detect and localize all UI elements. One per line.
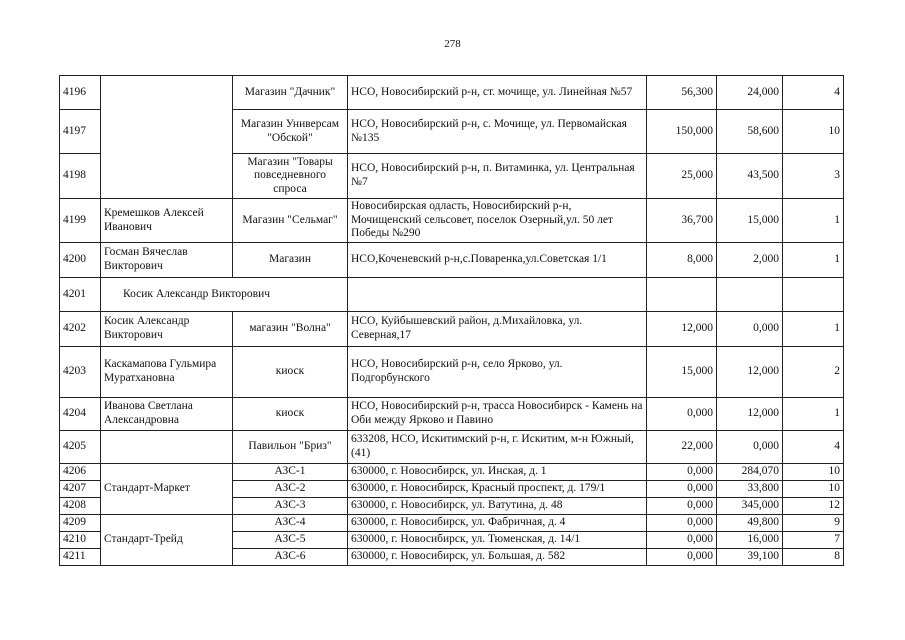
table-row <box>60 76 844 110</box>
object-name: АЗС-5 <box>233 532 348 549</box>
row-number: 4211 <box>60 549 101 566</box>
row-number: 4210 <box>60 532 101 549</box>
value-3: 1 <box>783 398 844 431</box>
value-2: 12,000 <box>717 347 783 398</box>
value-1: 0,000 <box>647 532 717 549</box>
organization-cell: Косик Александр Викторович <box>101 278 348 312</box>
object-name: АЗС-6 <box>233 549 348 566</box>
row-number: 4205 <box>60 431 101 464</box>
address: НСО, Куйбышевский район, д.Михайловка, ул. Северная,17 <box>348 312 647 347</box>
value-1: 0,000 <box>647 498 717 515</box>
value-1: 0,000 <box>647 464 717 481</box>
value-1: 150,000 <box>647 110 717 154</box>
value-3: 8 <box>783 549 844 566</box>
address: НСО, Новосибирский р-н, п. Витаминка, ул. Центральная №7 <box>348 154 647 199</box>
value-2: 15,000 <box>717 199 783 243</box>
value-2: 33,800 <box>717 481 783 498</box>
row-number: 4206 <box>60 464 101 481</box>
value-2: 2,000 <box>717 243 783 278</box>
object-name: АЗС-4 <box>233 515 348 532</box>
address: НСО, Новосибирский р-н, село Ярково, ул. Подгорбунского <box>348 347 647 398</box>
table-row <box>60 431 844 464</box>
row-number: 4196 <box>60 76 101 110</box>
value-2: 24,000 <box>717 76 783 110</box>
object-name: АЗС-1 <box>233 464 348 481</box>
row-number: 4207 <box>60 481 101 498</box>
object-name: магазин "Волна" <box>233 312 348 347</box>
value-1: 12,000 <box>647 312 717 347</box>
row-number: 4197 <box>60 110 101 154</box>
value-2: 39,100 <box>717 549 783 566</box>
address: 630000, г. Новосибирск, ул. Большая, д. 582 <box>348 549 647 566</box>
value-1: 0,000 <box>647 398 717 431</box>
value-3: 7 <box>783 532 844 549</box>
table-row <box>60 464 844 481</box>
value-1 <box>647 278 717 312</box>
object-name: Павильон "Бриз" <box>233 431 348 464</box>
value-2: 0,000 <box>717 431 783 464</box>
value-1: 0,000 <box>647 549 717 566</box>
value-2: 49,800 <box>717 515 783 532</box>
value-1: 36,700 <box>647 199 717 243</box>
value-3: 4 <box>783 76 844 110</box>
object-name: АЗС-2 <box>233 481 348 498</box>
object-name: Магазин "Дачник" <box>233 76 348 110</box>
address: 630000, г. Новосибирск, ул. Тюменская, д. 14/1 <box>348 532 647 549</box>
value-1: 22,000 <box>647 431 717 464</box>
row-number: 4202 <box>60 312 101 347</box>
row-number: 4208 <box>60 498 101 515</box>
address: НСО, Новосибирский р-н, с. Мочище, ул. Первомайская №135 <box>348 110 647 154</box>
value-3: 3 <box>783 154 844 199</box>
row-number: 4198 <box>60 154 101 199</box>
value-1: 56,300 <box>647 76 717 110</box>
object-name: киоск <box>233 347 348 398</box>
value-2: 16,000 <box>717 532 783 549</box>
value-3: 12 <box>783 498 844 515</box>
row-number: 4209 <box>60 515 101 532</box>
organization-cell <box>101 431 233 464</box>
value-1: 0,000 <box>647 481 717 498</box>
organization-cell: Иванова Светлана Александровна <box>101 398 233 431</box>
organization-cell: Госман Вячеслав Викторович <box>101 243 233 278</box>
value-3: 10 <box>783 110 844 154</box>
object-name: Магазин "Товары повседневного спроса <box>233 154 348 199</box>
table-row <box>60 312 844 347</box>
organization-cell: Косик Александр Викторович <box>101 312 233 347</box>
table-row <box>60 347 844 398</box>
value-2: 345,000 <box>717 498 783 515</box>
table-row <box>60 278 844 312</box>
registry-table <box>59 75 844 566</box>
object-name: Магазин <box>233 243 348 278</box>
value-1: 25,000 <box>647 154 717 199</box>
address: 630000, г. Новосибирск, Красный проспект, д. 179/1 <box>348 481 647 498</box>
organization-cell: Стандарт-Маркет <box>101 464 233 515</box>
address: 633208, НСО, Искитимский р-н, г. Искитим, м-н Южный, (41) <box>348 431 647 464</box>
value-2: 284,070 <box>717 464 783 481</box>
address: 630000, г. Новосибирск, ул. Фабричная, д. 4 <box>348 515 647 532</box>
value-3: 2 <box>783 347 844 398</box>
row-number: 4199 <box>60 199 101 243</box>
address <box>348 278 647 312</box>
value-3: 1 <box>783 199 844 243</box>
object-name: АЗС-3 <box>233 498 348 515</box>
value-3: 1 <box>783 312 844 347</box>
row-number: 4203 <box>60 347 101 398</box>
value-3 <box>783 278 844 312</box>
object-name: Магазин Универсам "Обской" <box>233 110 348 154</box>
table-row <box>60 243 844 278</box>
value-2 <box>717 278 783 312</box>
value-1: 0,000 <box>647 515 717 532</box>
organization-cell <box>101 76 233 199</box>
table-row <box>60 398 844 431</box>
value-3: 1 <box>783 243 844 278</box>
value-2: 43,500 <box>717 154 783 199</box>
value-2: 0,000 <box>717 312 783 347</box>
value-2: 58,600 <box>717 110 783 154</box>
value-3: 9 <box>783 515 844 532</box>
address: 630000, г. Новосибирск, ул. Инская, д. 1 <box>348 464 647 481</box>
object-name: Магазин "Сельмаг" <box>233 199 348 243</box>
value-2: 12,000 <box>717 398 783 431</box>
organization-cell: Кремешков Алексей Иванович <box>101 199 233 243</box>
value-1: 8,000 <box>647 243 717 278</box>
row-number: 4200 <box>60 243 101 278</box>
address: Новосибирская одласть, Новосибирский р-н, Мочищенский сельсовет, поселок Озерный,ул. 50 лет Победы №290 <box>348 199 647 243</box>
organization-cell: Стандарт-Трейд <box>101 515 233 566</box>
address: 630000, г. Новосибирск, ул. Ватутина, д. 48 <box>348 498 647 515</box>
table-row <box>60 199 844 243</box>
value-3: 10 <box>783 464 844 481</box>
object-name: киоск <box>233 398 348 431</box>
organization-cell: Каскамапова Гульмира Муратхановна <box>101 347 233 398</box>
value-3: 4 <box>783 431 844 464</box>
row-number: 4201 <box>60 278 101 312</box>
address: НСО, Новосибирский р-н, ст. мочище, ул. Линейная №57 <box>348 76 647 110</box>
page-number: 278 <box>444 38 461 50</box>
row-number: 4204 <box>60 398 101 431</box>
value-1: 15,000 <box>647 347 717 398</box>
table-row <box>60 515 844 532</box>
value-3: 10 <box>783 481 844 498</box>
address: НСО,Коченевский р-н,с.Поваренка,ул.Советская 1/1 <box>348 243 647 278</box>
address: НСО, Новосибирский р-н, трасса Новосибирск - Камень на Оби между Ярково и Павино <box>348 398 647 431</box>
